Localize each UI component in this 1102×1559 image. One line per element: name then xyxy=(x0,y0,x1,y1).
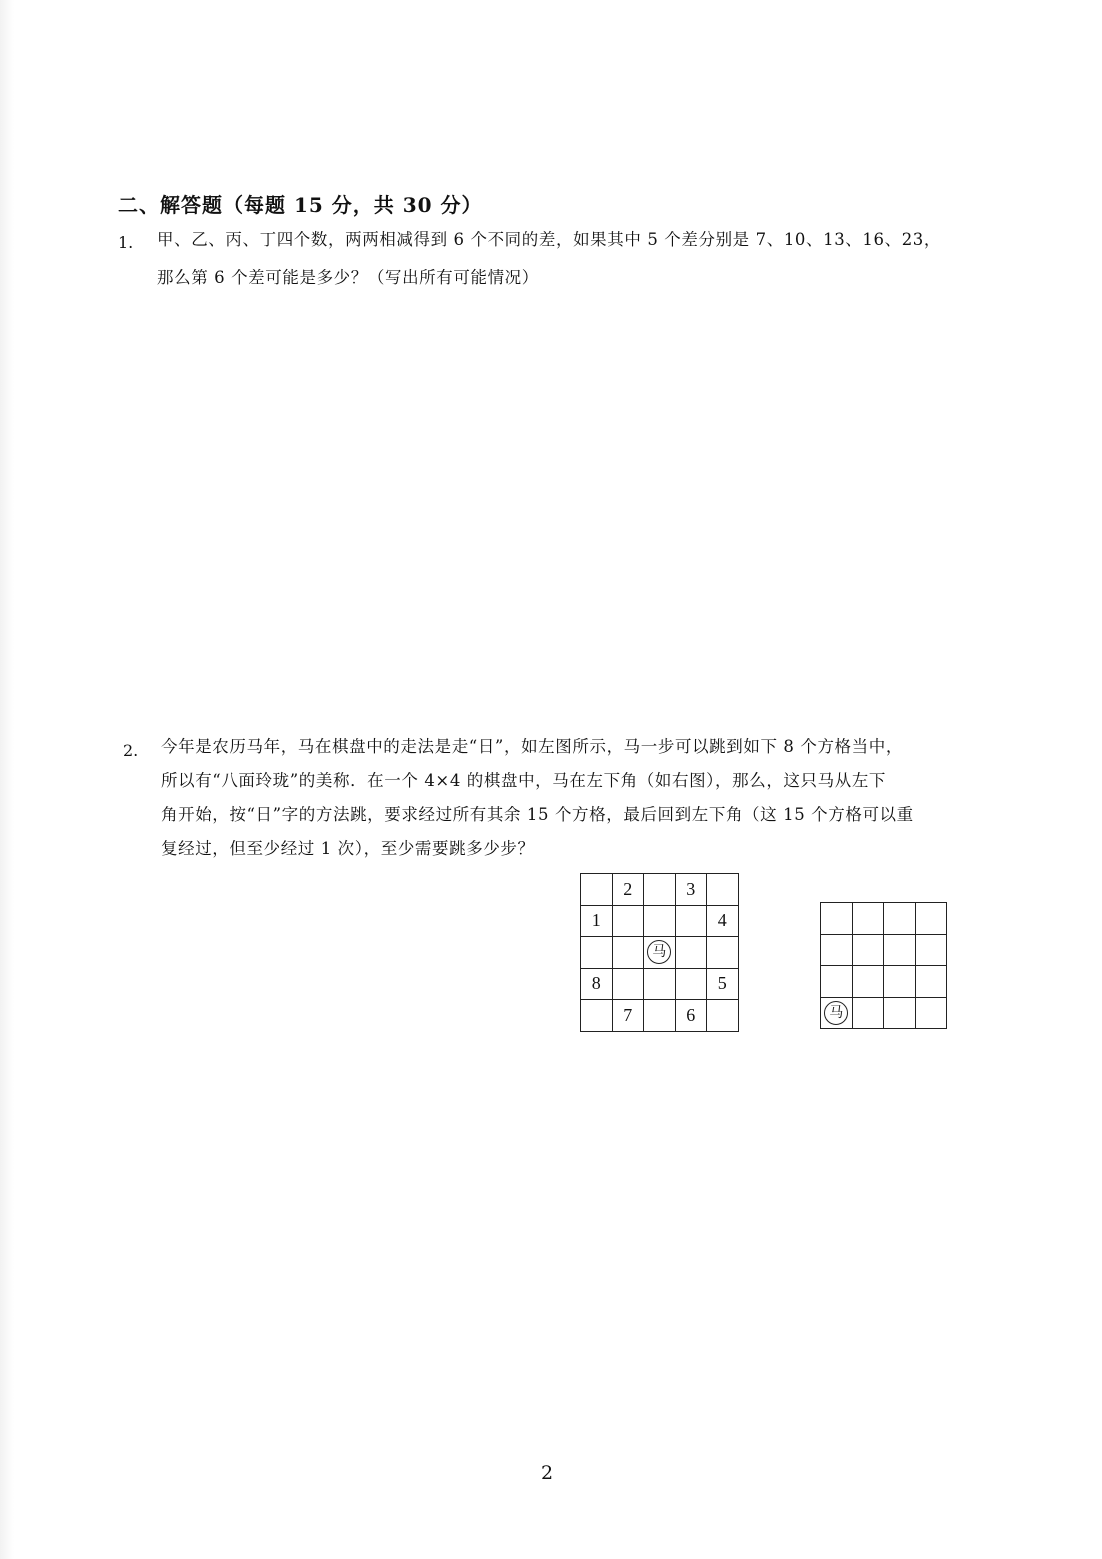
section-title: 二、解答题（每题 15 分，共 30 分） xyxy=(118,193,483,217)
board-cell xyxy=(884,997,916,1029)
board-cell: 4 xyxy=(707,905,739,937)
board-cell-horse xyxy=(821,997,853,1029)
board-cell xyxy=(675,937,707,969)
board-cell xyxy=(675,968,707,1000)
question-2-line-2: 所以有“八面玲珑”的美称．在一个 4×4 的棋盘中，马在左下角（如右图），那么，这只马从左下 xyxy=(161,771,887,790)
board-cell xyxy=(852,903,884,935)
question-1-line-1: 甲、乙、丙、丁四个数，两两相减得到 6 个不同的差，如果其中 5 个差分别是 7、10、13、16、23， xyxy=(157,230,941,249)
board-cell: 5 xyxy=(707,968,739,1000)
knight-moves-board xyxy=(580,873,739,1032)
board-cell: 3 xyxy=(675,874,707,906)
board-cell xyxy=(821,966,853,998)
question-2-number: 2. xyxy=(123,741,139,760)
board-cell xyxy=(852,934,884,966)
board-cell xyxy=(821,903,853,935)
board-cell xyxy=(644,905,676,937)
board-cell xyxy=(612,968,644,1000)
question-2-line-1: 今年是农历马年，马在棋盘中的走法是走“日”，如左图所示，马一步可以跳到如下 8 个方格当中， xyxy=(161,737,903,756)
board-cell xyxy=(884,966,916,998)
question-2-line-3: 角开始，按“日”字的方法跳，要求经过所有其余 15 个方格，最后回到左下角（这 15 个方格可以重 xyxy=(161,805,914,824)
question-1-line-2: 那么第 6 个差可能是多少？（写出所有可能情况） xyxy=(157,268,539,287)
board-cell xyxy=(644,968,676,1000)
four-by-four-board xyxy=(820,902,947,1029)
board-cell xyxy=(884,934,916,966)
board-cell xyxy=(707,874,739,906)
question-2-line-4: 复经过，但至少经过 1 次），至少需要跳多少步？ xyxy=(161,839,535,858)
board-cell-horse xyxy=(644,937,676,969)
board-cell xyxy=(821,934,853,966)
scan-edge-shadow xyxy=(0,0,14,1559)
board-cell: 7 xyxy=(612,1000,644,1032)
question-1-number: 1. xyxy=(118,233,134,252)
board-cell xyxy=(707,937,739,969)
board-cell xyxy=(581,937,613,969)
board-cell xyxy=(612,905,644,937)
board-cell xyxy=(852,997,884,1029)
board-cell: 2 xyxy=(612,874,644,906)
board-cell: 6 xyxy=(675,1000,707,1032)
board-cell xyxy=(915,966,947,998)
board-cell xyxy=(884,903,916,935)
board-cell xyxy=(707,1000,739,1032)
board-cell xyxy=(644,874,676,906)
horse-piece-icon: 马 xyxy=(824,1001,848,1025)
board-cell xyxy=(915,934,947,966)
board-cell xyxy=(675,905,707,937)
board-cell: 1 xyxy=(581,905,613,937)
board-cell xyxy=(581,1000,613,1032)
board-cell xyxy=(581,874,613,906)
board-cell: 8 xyxy=(581,968,613,1000)
board-cell xyxy=(915,903,947,935)
board-cell xyxy=(852,966,884,998)
horse-piece-icon: 马 xyxy=(647,940,671,964)
board-cell xyxy=(644,1000,676,1032)
board-cell xyxy=(915,997,947,1029)
page-number: 2 xyxy=(541,1462,554,1484)
board-cell xyxy=(612,937,644,969)
